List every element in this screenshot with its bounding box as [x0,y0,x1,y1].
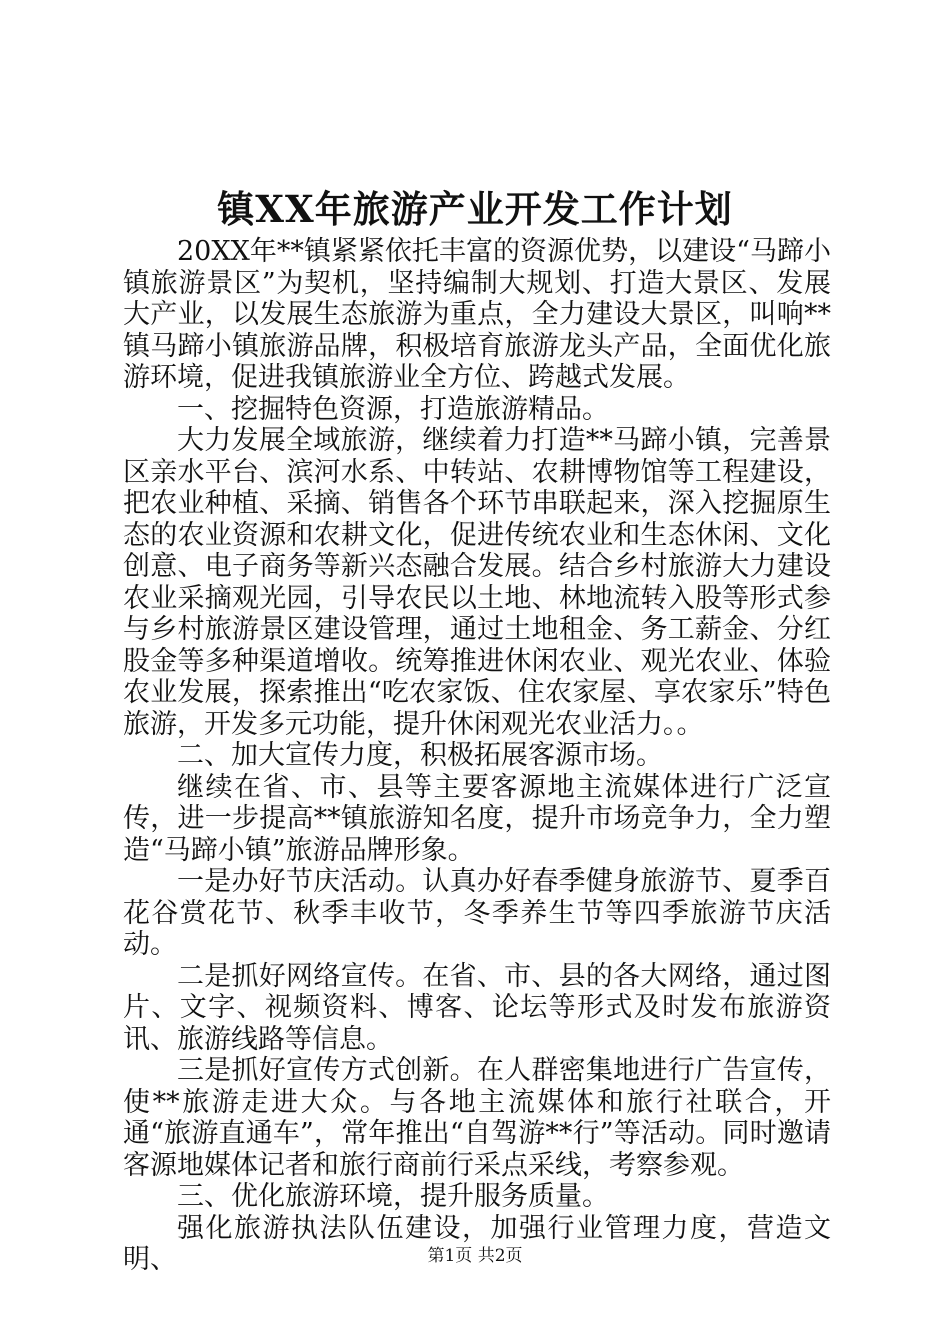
paragraph-item-3: 三是抓好宣传方式创新。在人群密集地进行广告宣传，使**旅游走进大众。与各地主流媒体和旅行社联合，开通“旅游直通车”，常年推出“自驾游**行”等活动。同时邀请客源地媒体记者和旅行商前行采点采线，考察参观。 [123,1055,831,1181]
paragraph-section-3: 强化旅游执法队伍建设，加强行业管理力度，营造文明、 [123,1212,831,1275]
paragraph-intro: 20XX年**镇紧紧依托丰富的资源优势，以建设“马蹄小镇旅游景区”为契机，坚持编制大规划、打造大景区、发展大产业，以发展生态旅游为重点，全力建设大景区，叫响**镇马蹄小镇旅游品牌，积极培育旅游龙头产品，全面优化旅游环境，促进我镇旅游业全方位、跨越式发展。 [123,236,831,393]
section-heading-2: 二、加大宣传力度，积极拓展客源市场。 [177,740,663,771]
section-heading-1: 一、挖掘特色资源，打造旅游精品。 [177,393,609,425]
paragraph-item-2: 二是抓好网络宣传。在省、市、县的各大网络，通过图片、文字、视频资料、博客、论坛等形式及时发布旅游资讯、旅游线路等信息。 [123,960,831,1055]
paragraph-item-1: 一是办好节庆活动。认真办好春季健身旅游节、夏季百花谷赏花节、秋季丰收节，冬季养生节等四季旅游节庆活动。 [123,866,831,960]
document-body [123,236,831,1276]
page-indicator: 第1页 共2页 [427,1246,523,1266]
document-title: 镇XX年旅游产业开发工作计划 [217,187,733,231]
section-heading-3: 三、优化旅游环境，提升服务质量。 [177,1181,609,1212]
page-footer [0,1245,950,1267]
paragraph-section-2: 继续在省、市、县等主要客源地主流媒体进行广泛宣传，进一步提高**镇旅游知名度，提升市场竞争力，全力塑造“马蹄小镇”旅游品牌形象。 [123,771,831,866]
paragraph-section-1: 大力发展全域旅游，继续着力打造**马蹄小镇，完善景区亲水平台、滨河水系、中转站、农耕博物馆等工程建设，把农业种植、采摘、销售各个环节串联起来，深入挖掘原生态的农业资源和农耕文化，促进传统农业和生态休闲、文化创意、电子商务等新兴态融合发展。结合乡村旅游大力建设农业采摘观光园，引导农民以土地、林地流转入股等形式参与乡村旅游景区建设管理，通过土地租金、务工薪金、分红股金等多种渠道增收。统筹推进休闲农业、观光农业、体验农业发展，探索推出“吃农家饭、住农家屋、享农家乐”特色旅游，开发多元功能，提升休闲观光农业活力。。 [123,425,831,740]
